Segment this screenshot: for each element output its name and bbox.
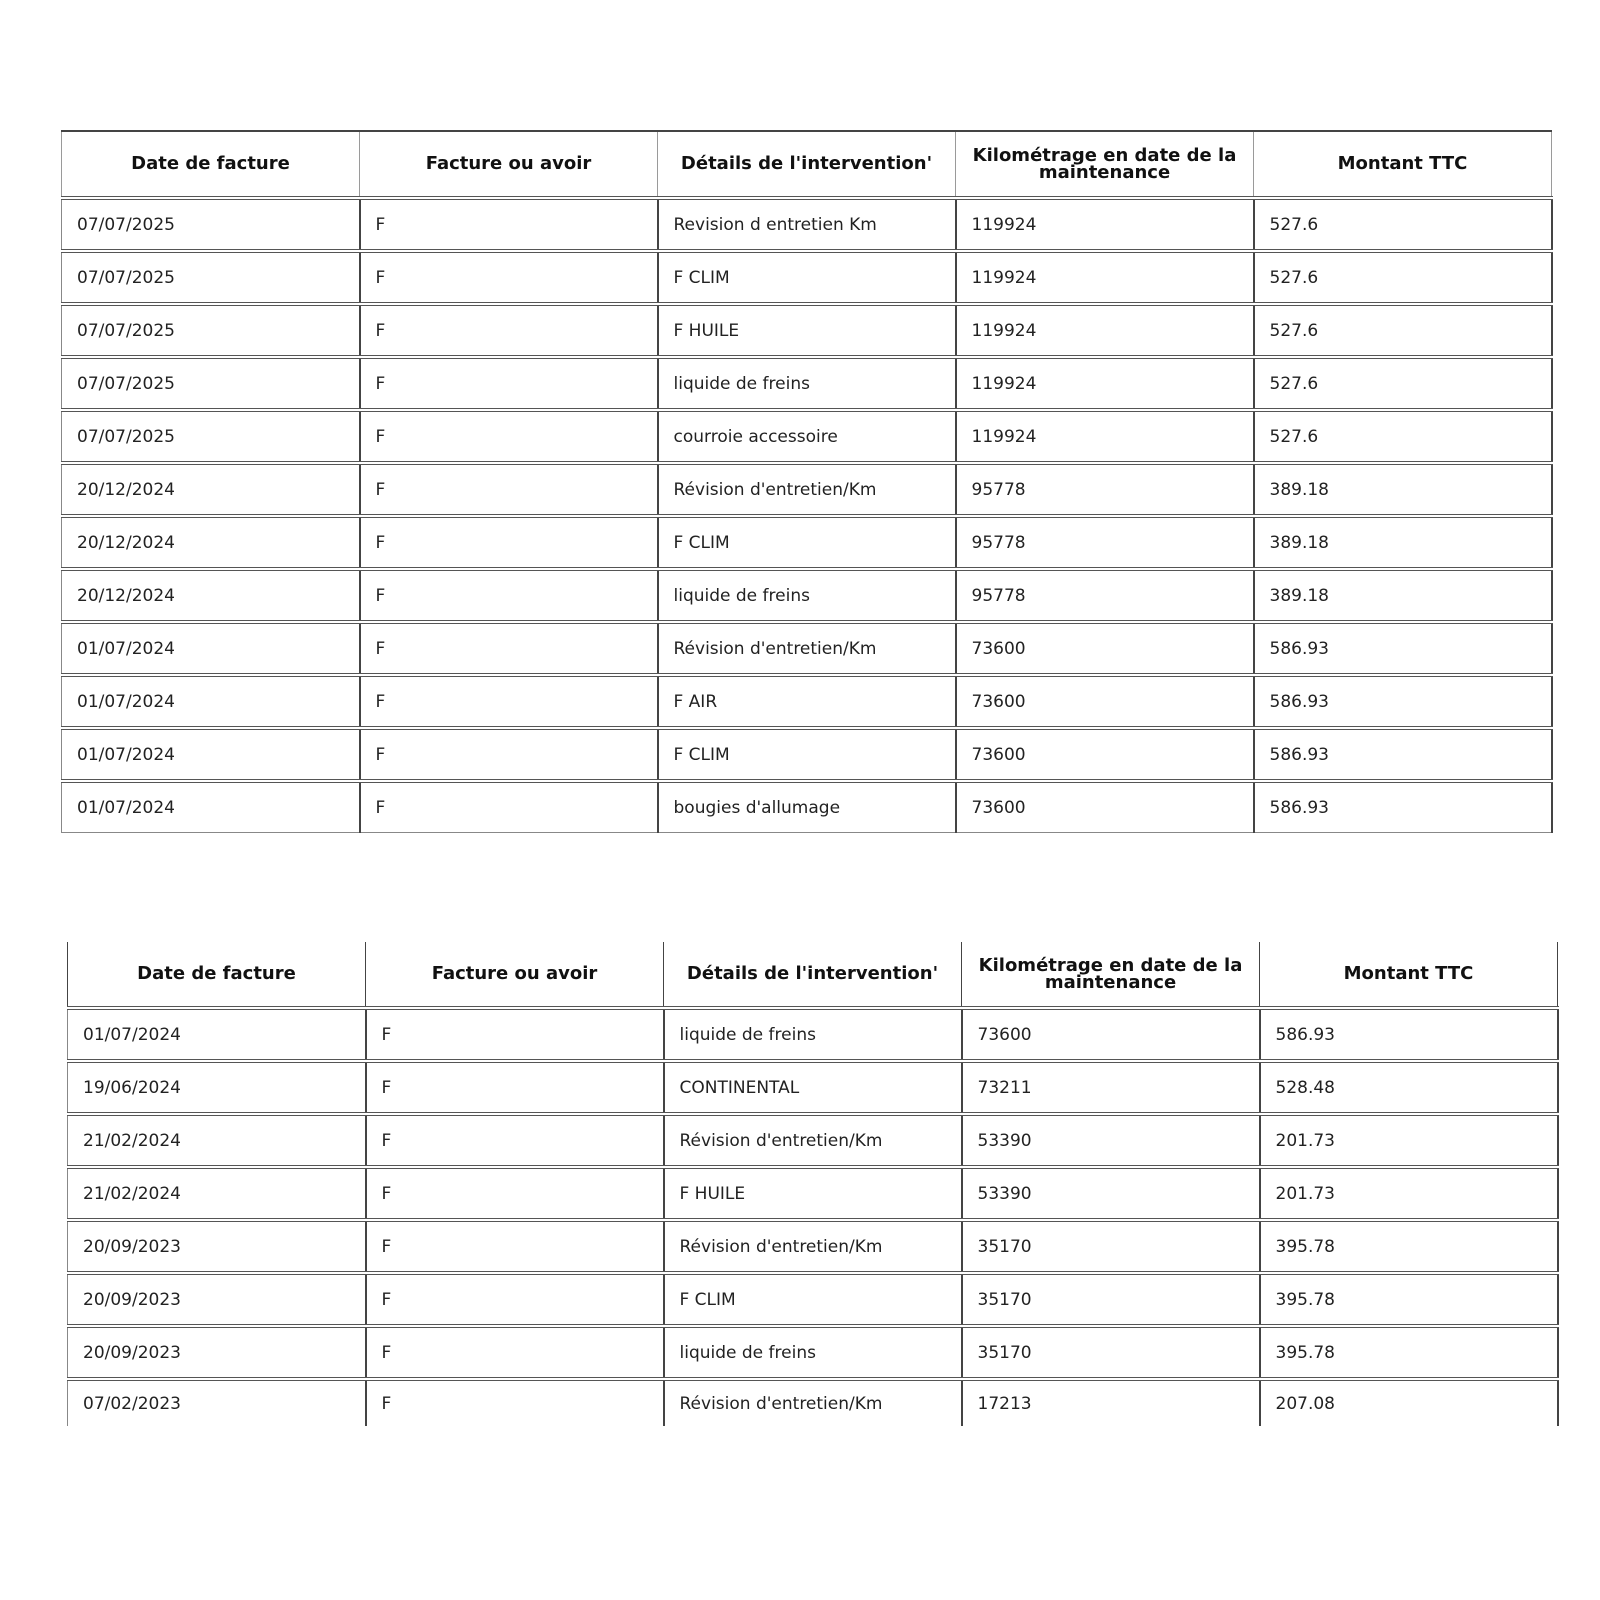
table-row	[62, 781, 1552, 833]
cell-montant: 586.93	[1254, 622, 1552, 675]
cell-kilometrage: 53390	[962, 1114, 1260, 1167]
table-row	[68, 1008, 1558, 1061]
cell-type: F	[366, 1220, 664, 1273]
cell-montant: 395.78	[1260, 1326, 1558, 1379]
cell-date: 01/07/2024	[68, 1008, 366, 1061]
cell-date: 07/07/2025	[62, 304, 360, 357]
header-kilometrage	[956, 131, 1254, 198]
cell-kilometrage: 119924	[956, 357, 1254, 410]
table-row	[68, 1061, 1558, 1114]
cell-date: 07/02/2023	[68, 1379, 366, 1426]
cell-type: F	[360, 357, 658, 410]
cell-type: F	[360, 251, 658, 304]
cell-type: F	[366, 1114, 664, 1167]
cell-kilometrage: 73600	[956, 675, 1254, 728]
cell-montant: 527.6	[1254, 304, 1552, 357]
cell-montant: 201.73	[1260, 1114, 1558, 1167]
cell-montant: 389.18	[1254, 569, 1552, 622]
cell-details: F HUILE	[664, 1167, 962, 1220]
cell-type: F	[360, 675, 658, 728]
cell-details: Révision d'entretien/Km	[664, 1379, 962, 1426]
table-row	[62, 251, 1552, 304]
table-row	[62, 463, 1552, 516]
header-montant-ttc: Montant TTC	[1254, 131, 1552, 198]
cell-details: liquide de freins	[664, 1326, 962, 1379]
cell-date: 20/12/2024	[62, 569, 360, 622]
cell-kilometrage: 73211	[962, 1061, 1260, 1114]
cell-details: F CLIM	[664, 1273, 962, 1326]
cell-type: F	[360, 728, 658, 781]
cell-montant: 395.78	[1260, 1273, 1558, 1326]
cell-type: F	[360, 569, 658, 622]
cell-kilometrage: 73600	[962, 1008, 1260, 1061]
cell-kilometrage: 73600	[956, 781, 1254, 833]
header-details-intervention: Détails de l'intervention'	[664, 942, 962, 1008]
header-kilometrage-label: Kilométrage en date de la maintenance	[978, 954, 1243, 993]
cell-details: courroie accessoire	[658, 410, 956, 463]
table-row	[62, 728, 1552, 781]
cell-details: Révision d'entretien/Km	[658, 463, 956, 516]
cell-type: F	[366, 1326, 664, 1379]
cell-kilometrage: 119924	[956, 410, 1254, 463]
cell-details: Révision d'entretien/Km	[658, 622, 956, 675]
table-body	[68, 1008, 1558, 1426]
cell-date: 07/07/2025	[62, 410, 360, 463]
cell-kilometrage: 119924	[956, 304, 1254, 357]
cell-kilometrage: 95778	[956, 516, 1254, 569]
cell-date: 01/07/2024	[62, 675, 360, 728]
table-body	[62, 198, 1552, 833]
cell-kilometrage: 119924	[956, 198, 1254, 251]
cell-kilometrage: 73600	[956, 622, 1254, 675]
cell-montant: 586.93	[1260, 1008, 1558, 1061]
cell-date: 21/02/2024	[68, 1167, 366, 1220]
cell-montant: 201.73	[1260, 1167, 1558, 1220]
cell-montant: 527.6	[1254, 198, 1552, 251]
table-row	[68, 1379, 1558, 1426]
cell-kilometrage: 95778	[956, 569, 1254, 622]
cell-date: 20/12/2024	[62, 463, 360, 516]
header-row	[62, 131, 1552, 198]
table-row	[62, 675, 1552, 728]
cell-kilometrage: 95778	[956, 463, 1254, 516]
cell-montant: 207.08	[1260, 1379, 1558, 1426]
cell-montant: 527.6	[1254, 357, 1552, 410]
cell-montant: 586.93	[1254, 675, 1552, 728]
cell-kilometrage: 35170	[962, 1326, 1260, 1379]
cell-date: 20/09/2023	[68, 1220, 366, 1273]
cell-type: F	[360, 463, 658, 516]
cell-date: 20/09/2023	[68, 1326, 366, 1379]
header-details-intervention: Détails de l'intervention'	[658, 131, 956, 198]
cell-details: F AIR	[658, 675, 956, 728]
table-row	[62, 357, 1552, 410]
table-row	[68, 1114, 1558, 1167]
header-montant-ttc: Montant TTC	[1260, 942, 1558, 1008]
cell-details: liquide de freins	[664, 1008, 962, 1061]
table-row	[62, 410, 1552, 463]
cell-type: F	[360, 410, 658, 463]
cell-kilometrage: 73600	[956, 728, 1254, 781]
cell-details: CONTINENTAL	[664, 1061, 962, 1114]
cell-type: F	[360, 516, 658, 569]
cell-montant: 586.93	[1254, 781, 1552, 833]
cell-kilometrage: 53390	[962, 1167, 1260, 1220]
table-row	[62, 198, 1552, 251]
cell-type: F	[360, 198, 658, 251]
cell-montant: 389.18	[1254, 516, 1552, 569]
table-row	[68, 1326, 1558, 1379]
table-row	[62, 516, 1552, 569]
table-row	[68, 1220, 1558, 1273]
cell-date: 19/06/2024	[68, 1061, 366, 1114]
maintenance-table-1	[61, 130, 1553, 833]
cell-details: F CLIM	[658, 728, 956, 781]
maintenance-table-2	[67, 942, 1559, 1426]
cell-type: F	[360, 781, 658, 833]
table-row	[68, 1167, 1558, 1220]
cell-details: F CLIM	[658, 516, 956, 569]
cell-details: Révision d'entretien/Km	[664, 1114, 962, 1167]
cell-type: F	[366, 1167, 664, 1220]
cell-kilometrage: 119924	[956, 251, 1254, 304]
header-date-de-facture: Date de facture	[62, 131, 360, 198]
header-facture-ou-avoir: Facture ou avoir	[360, 131, 658, 198]
table-row	[62, 622, 1552, 675]
cell-montant: 389.18	[1254, 463, 1552, 516]
header-kilometrage-label: Kilométrage en date de la maintenance	[972, 144, 1237, 183]
cell-date: 07/07/2025	[62, 251, 360, 304]
cell-details: Revision d entretien Km	[658, 198, 956, 251]
cell-kilometrage: 35170	[962, 1220, 1260, 1273]
cell-type: F	[360, 304, 658, 357]
cell-type: F	[366, 1273, 664, 1326]
cell-details: liquide de freins	[658, 357, 956, 410]
cell-date: 07/07/2025	[62, 357, 360, 410]
cell-montant: 395.78	[1260, 1220, 1558, 1273]
table-row	[62, 304, 1552, 357]
cell-type: F	[366, 1379, 664, 1426]
cell-date: 01/07/2024	[62, 728, 360, 781]
header-kilometrage	[962, 942, 1260, 1008]
header-facture-ou-avoir: Facture ou avoir	[366, 942, 664, 1008]
cell-date: 21/02/2024	[68, 1114, 366, 1167]
cell-date: 01/07/2024	[62, 622, 360, 675]
cell-details: F HUILE	[658, 304, 956, 357]
table-row	[62, 569, 1552, 622]
cell-details: liquide de freins	[658, 569, 956, 622]
cell-details: bougies d'allumage	[658, 781, 956, 833]
cell-date: 01/07/2024	[62, 781, 360, 833]
cell-details: F CLIM	[658, 251, 956, 304]
cell-montant: 527.6	[1254, 251, 1552, 304]
header-row	[68, 942, 1558, 1008]
cell-kilometrage: 35170	[962, 1273, 1260, 1326]
cell-date: 20/12/2024	[62, 516, 360, 569]
cell-kilometrage: 17213	[962, 1379, 1260, 1426]
cell-date: 07/07/2025	[62, 198, 360, 251]
header-date-de-facture: Date de facture	[68, 942, 366, 1008]
cell-montant: 528.48	[1260, 1061, 1558, 1114]
cell-type: F	[366, 1061, 664, 1114]
cell-montant: 586.93	[1254, 728, 1552, 781]
cell-type: F	[360, 622, 658, 675]
table-row	[68, 1273, 1558, 1326]
cell-type: F	[366, 1008, 664, 1061]
cell-details: Révision d'entretien/Km	[664, 1220, 962, 1273]
cell-date: 20/09/2023	[68, 1273, 366, 1326]
cell-montant: 527.6	[1254, 410, 1552, 463]
